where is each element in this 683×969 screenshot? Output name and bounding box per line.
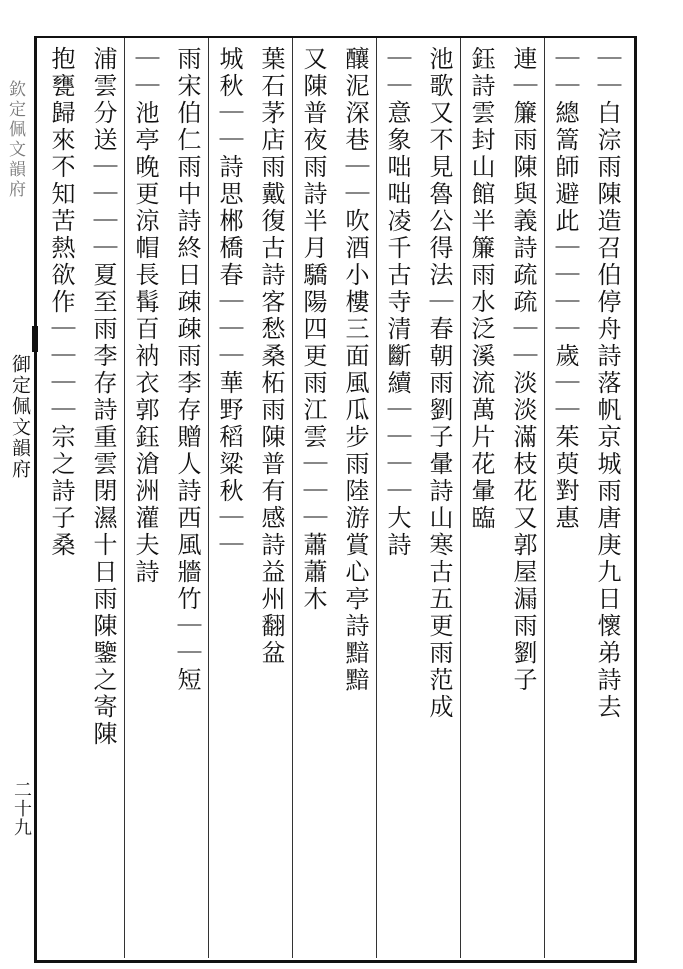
margin-faded-title: 欽定佩文韻府 bbox=[5, 80, 25, 200]
text-column: 連｜簾雨陳與義詩疏疏｜｜淡淡滿枝花又郭屋漏雨劉子 bbox=[509, 46, 537, 694]
column-rule bbox=[124, 38, 125, 958]
text-column: ｜｜池亭晚更涼帽長髯百衲衣郭鈺滄洲灌夫詩 bbox=[131, 46, 159, 586]
text-column: 葉石茅店雨戴復古詩客愁桑柘雨陳普有感詩益州翻盆 bbox=[257, 46, 285, 667]
column-rule bbox=[292, 38, 293, 958]
text-column: ｜｜白淙雨陳造召伯停舟詩落帆京城雨唐庚九日懷弟詩去 bbox=[593, 46, 621, 721]
column-rule bbox=[208, 38, 209, 958]
text-column: 浦雲分送｜｜｜｜夏至雨李存詩重雲閉濕十日雨陳鑒之寄陳 bbox=[89, 46, 117, 748]
text-column: 抱甕歸來不知苦熱欲作｜｜｜｜宗之詩子桑 bbox=[47, 46, 75, 559]
column-rule bbox=[460, 38, 461, 958]
text-column: 池歌又不見魯公得法｜春朝雨劉子暈詩山寒古五更雨范成 bbox=[425, 46, 453, 721]
column-rule bbox=[376, 38, 377, 958]
page-margin bbox=[0, 36, 34, 958]
margin-page-number: 二十九 bbox=[11, 780, 32, 837]
page-frame-right bbox=[634, 36, 637, 961]
text-column: 城秋｜｜詩思郴橋春｜｜｜華野稻粱秋｜｜ bbox=[215, 46, 243, 559]
text-column: 釀泥深巷｜｜吹酒小樓三面風瓜步雨陸游賞心亭詩黯黯 bbox=[341, 46, 369, 694]
text-column: 雨宋伯仁雨中詩終日疎疎雨李存贈人詩西風牆竹｜｜短 bbox=[173, 46, 201, 694]
margin-book-title: 御定佩文韻府 bbox=[9, 354, 31, 480]
text-column: ｜｜總篙師避此｜｜｜｜歲｜｜茱萸對惠 bbox=[551, 46, 579, 532]
text-column: 又陳普夜雨詩半月驕陽四更雨江雲｜｜｜蕭蕭木 bbox=[299, 46, 327, 613]
column-rule bbox=[544, 38, 545, 958]
text-column: 鈺詩雲封山館半簾雨水泛溪流萬片花暈臨 bbox=[467, 46, 495, 532]
text-column: ｜｜意象咄咄凌千古寺清斷續｜｜｜｜大詩 bbox=[383, 46, 411, 559]
